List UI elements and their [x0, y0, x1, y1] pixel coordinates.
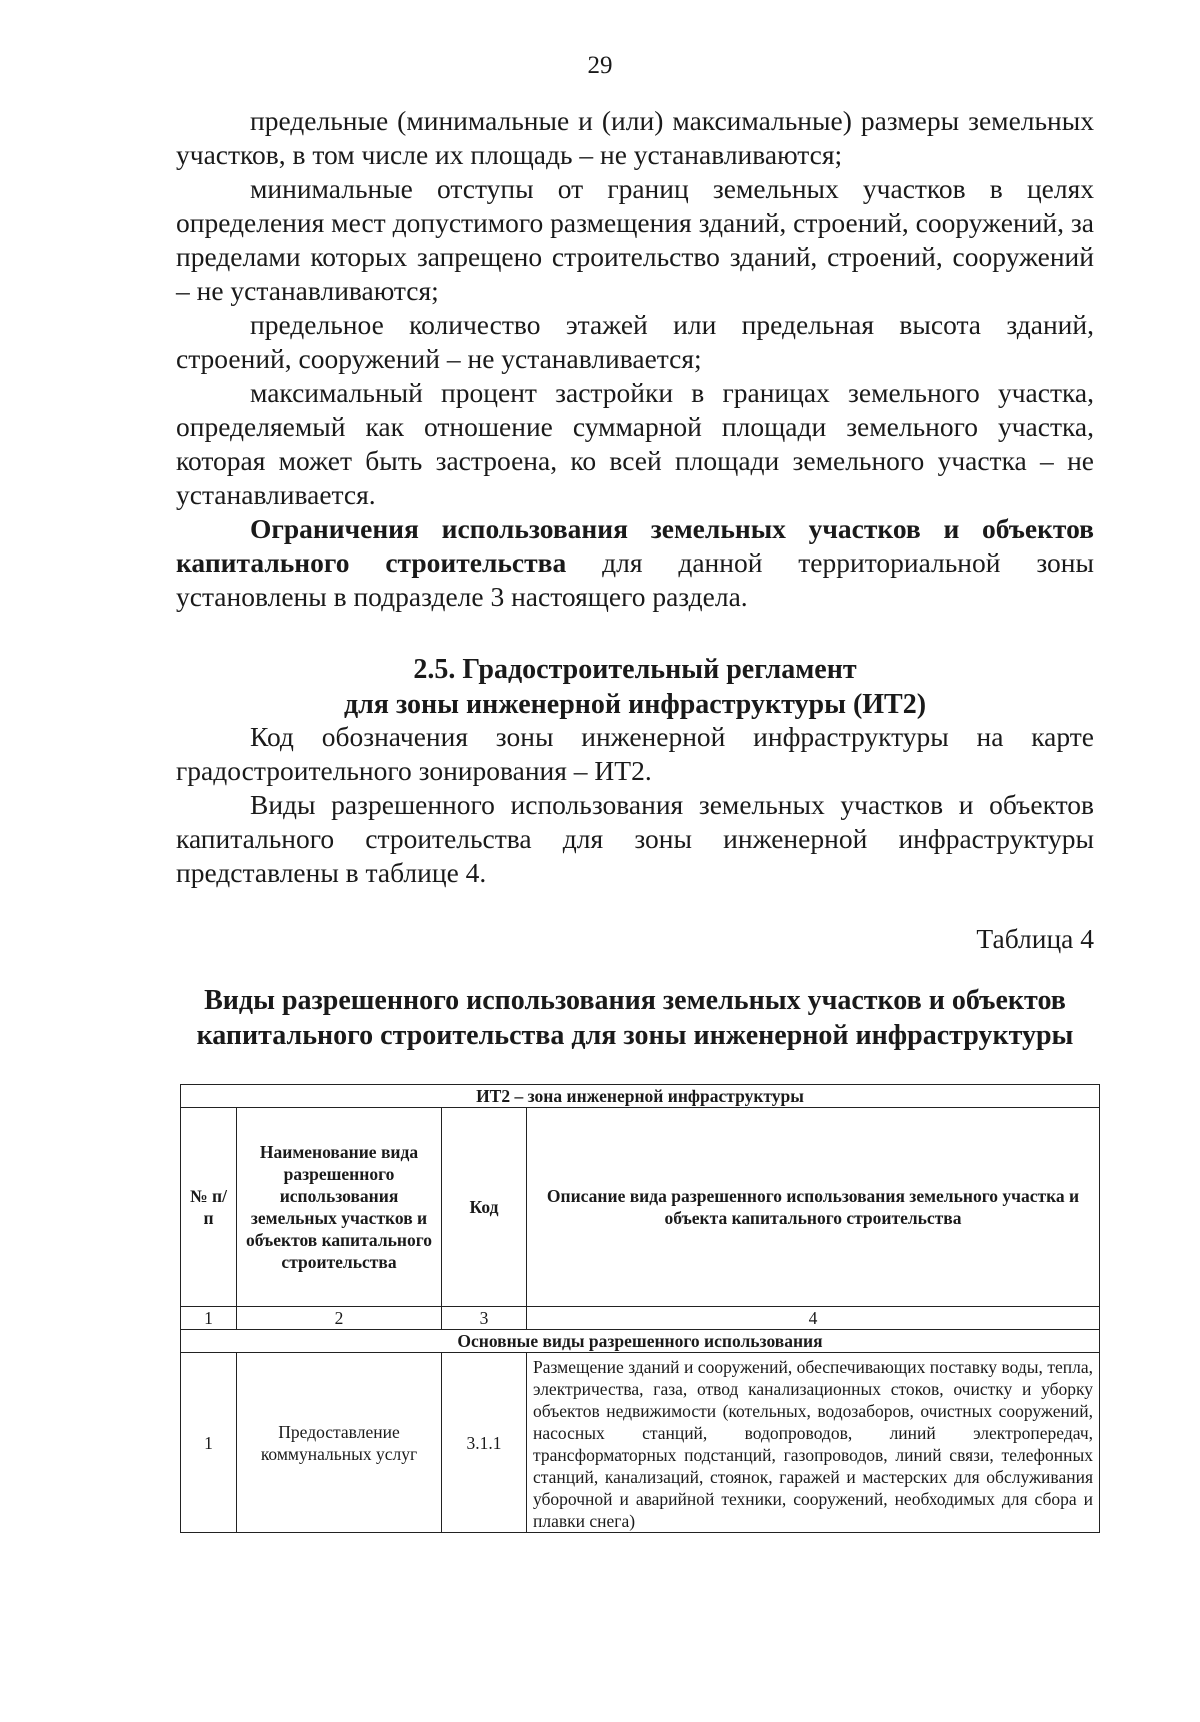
table-title — [176, 983, 1094, 1053]
col-number-4: 4 — [527, 1307, 1100, 1330]
col-number-2: 2 — [237, 1307, 442, 1330]
col-number-1: 1 — [181, 1307, 237, 1330]
zone-header-cell: ИТ2 – зона инженерной инфраструктуры — [181, 1085, 1100, 1108]
column-header-row — [181, 1108, 1100, 1307]
table-label: Таблица 4 — [976, 923, 1094, 954]
restrictions-bold: Ограничения использования земельных участков и объектов капитального строительства — [176, 513, 1094, 578]
col-number-3: 3 — [442, 1307, 527, 1330]
group-header-row — [181, 1330, 1100, 1353]
col-header-code: Код — [442, 1108, 527, 1307]
table-title-line1: Виды разрешенного использования земельных участков и объектов — [204, 985, 1066, 1016]
page-number: 29 — [587, 52, 613, 79]
paragraph-table-reference: Виды разрешенного использования земельных участков и объектов капитального строительства для зоны инженерной инфраструктуры представлены в таблице 4. — [176, 789, 1094, 888]
zone-intro-text — [176, 720, 1094, 890]
row-number: 1 — [181, 1353, 237, 1533]
column-number-row — [181, 1307, 1100, 1330]
section-heading-line2: для зоны инженерной инфраструктуры (ИТ2) — [343, 689, 927, 720]
col-header-description: Описание вида разрешенного использования земельного участка и объекта капитального строительства — [527, 1108, 1100, 1307]
table-title-line2: капитального строительства для зоны инженерной инфраструктуры — [196, 1020, 1074, 1051]
zone-parameters-text — [176, 104, 1094, 614]
permitted-uses-table — [180, 1084, 1100, 1533]
paragraph-plot-sizes: предельные (минимальные и (или) максимальные) размеры земельных участков, в том числе их площадь – не устанавливаются; — [176, 105, 1094, 170]
row-use-description: Размещение зданий и сооружений, обеспечивающих поставку воды, тепла, электричества, газа, отвод канализационных стоков, очистку и уборку объектов недвижимости (котельных, водозаборов, очистных сооружений, насосных станций, водопроводов, линий электропередач, трансформаторных подстанций, газопроводов, линий связи, телефонных станций, канализаций, стоянок, гаражей и мастерских для обслуживания уборочной и аварийной техники, сооружений, необходимых для сбора и плавки снега) — [527, 1353, 1100, 1533]
group-header-cell: Основные виды разрешенного использования — [181, 1330, 1100, 1353]
col-header-name: Наименование вида разрешенного использования земельных участков и объектов капитального строительства — [237, 1108, 442, 1307]
row-use-name: Предоставление коммунальных услуг — [237, 1353, 442, 1533]
section-heading-line1: 2.5. Градостроительный регламент — [413, 654, 857, 685]
table-row — [181, 1353, 1100, 1533]
paragraph-building-percent: максимальный процент застройки в границах земельного участка, определяемый как отношение суммарной площади земельного участка, которая может быть застроена, ко всей площади земельного участка – не устанавливается. — [176, 377, 1094, 510]
paragraph-floors: предельное количество этажей или предельная высота зданий, строений, сооружений – не устанавливается; — [176, 309, 1094, 374]
restrictions-rest: для данной территориальной зоны установлены в подразделе 3 настоящего раздела. — [176, 547, 1094, 612]
col-header-number: № п/п — [181, 1108, 237, 1307]
section-heading — [176, 652, 1094, 722]
paragraph-setbacks: минимальные отступы от границ земельных участков в целях определения мест допустимого размещения зданий, строений, сооружений, за пределами которых запрещено строительство зданий, строений, сооружений – не устанавливаются; — [176, 173, 1094, 306]
zone-header-row — [181, 1085, 1100, 1108]
row-use-code: 3.1.1 — [442, 1353, 527, 1533]
paragraph-zone-code: Код обозначения зоны инженерной инфраструктуры на карте градостроительного зонирования – ИТ2. — [176, 721, 1094, 786]
paragraph-restrictions — [176, 512, 1094, 614]
